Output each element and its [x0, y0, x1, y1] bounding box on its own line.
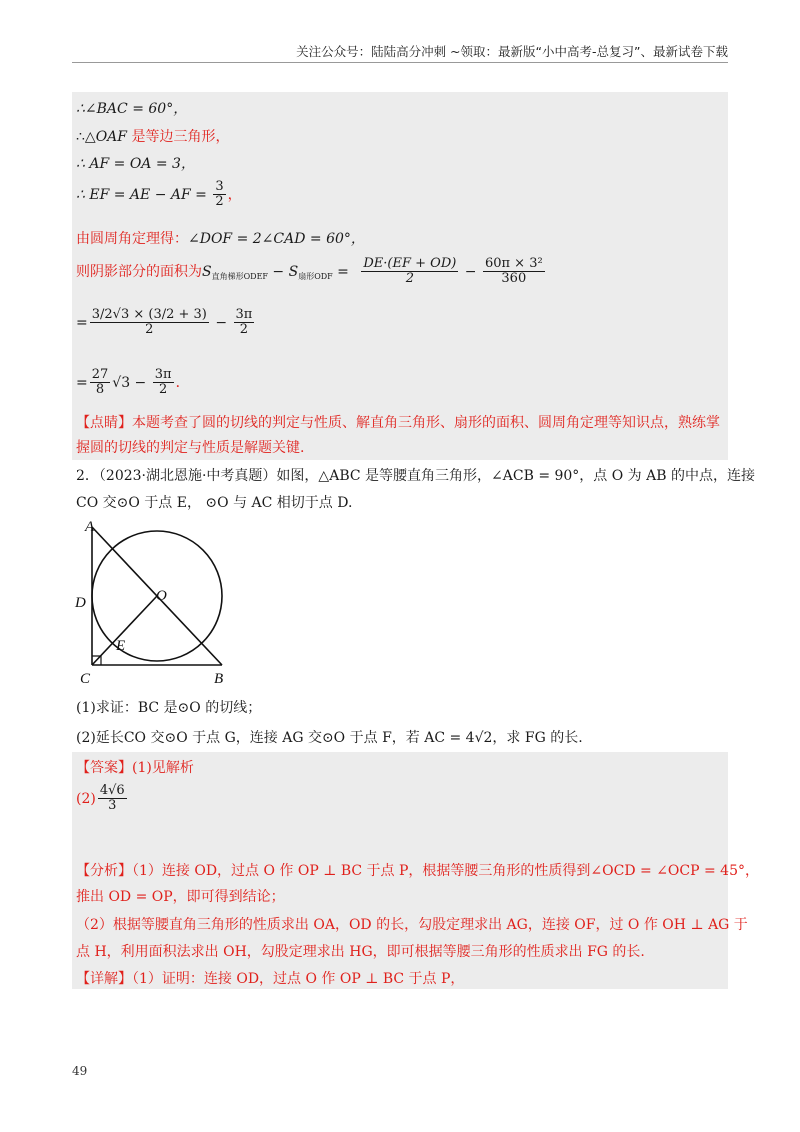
detail-tag: 【详解】: [76, 971, 132, 987]
label-A: A: [85, 519, 95, 535]
comment-line-2: 握圆的切线的判定与性质是解题关键.: [76, 440, 305, 456]
fraction: $\frac{\text{60π × 3²}}{360}$: [484, 256, 543, 287]
solution-line-5: 由圆周角定理得：∠DOF = 2∠CAD = 60°，: [76, 231, 365, 247]
label-D: D: [75, 595, 86, 611]
solution-line-7: = $\frac{3/2√3 \times (3/2 + 3)}{2}$ − $\frac{3\pi}{2}$: [76, 307, 253, 338]
analysis-line-2: 推出 OD = OP，即可得到结论；: [76, 889, 285, 905]
solution-line-2: ∴△OAF 是等边三角形，: [76, 129, 230, 145]
solution-line-1: ∴∠BAC = 60°，: [76, 101, 188, 117]
comment-line-1: 【点睛】本题考查了圆的切线的判定与性质、解直角三角形、扇形的面积、圆周角定理等知识点，熟练掌: [76, 415, 720, 431]
fraction: $\frac{27}{8}$: [91, 367, 109, 398]
answer-tag: 【答案】: [76, 760, 132, 776]
page-number: 49: [72, 1064, 88, 1078]
geometry-figure: [72, 515, 242, 690]
question-2: (2)延长CO 交⊙O 于点 G，连接 AG 交⊙O 于点 F，若 AC = 4√2，求 FG 的长.: [76, 730, 583, 746]
fraction: $\frac{3/2√3 \times (3/2 + 3)}{2}$: [91, 307, 207, 338]
fraction: $\frac{3}{2}$: [215, 179, 224, 210]
solution-line-6: 则阴影部分的面积为$S_{直角梯形ODEF} - S_{扇形ODF}$ = $\frac{DE\cdot(EF + OD)}{2}$ − $\frac{\text{60π × 3²}}{360}$: [76, 256, 543, 287]
label-C: C: [80, 671, 91, 687]
analysis-line-4: 点 H，利用面积法求出 OH，勾股定理求出 HG，即可根据等腰三角形的性质求出 FG 的长.: [76, 944, 645, 960]
analysis-line-3: （2）根据等腰直角三角形的性质求出 OA，OD 的长，勾股定理求出 AG，连接 OF，过 O 作 OH ⊥ AG 于: [76, 917, 748, 933]
header-rule: [72, 62, 728, 63]
label-B: B: [214, 671, 224, 687]
comment-tag: 【点睛】: [76, 415, 132, 431]
solution-line-4: ∴ EF = AE − AF = $\frac{3}{2}$ ，: [76, 179, 242, 210]
detail-line-1: 【详解】（1）证明：连接 OD，过点 O 作 OP ⊥ BC 于点 P，: [76, 971, 465, 987]
problem-2-line-2: CO 交⊙O 于点 E， ⊙O 与 AC 相切于点 D.: [76, 495, 353, 511]
fraction: $\frac{3\pi}{2}$: [235, 307, 253, 338]
fraction: $\frac{3\pi}{2}$: [154, 367, 172, 398]
fraction: $\frac{DE\cdot(EF + OD)}{2}$: [363, 256, 457, 287]
answer-line-1: 【答案】(1)见解析: [76, 760, 194, 776]
page-header: 关注公众号：陆陆高分冲刺 ~领取：最新版“小中高考-总复习”、最新试卷下载: [296, 44, 728, 59]
analysis-tag: 【分析】: [76, 863, 132, 879]
analysis-line-1: 【分析】（1）连接 OD，过点 O 作 OP ⊥ BC 于点 P，根据等腰三角形的性质得到∠OCD = ∠OCP = 45°，: [76, 863, 759, 879]
question-1: (1)求证：BC 是⊙O 的切线；: [76, 700, 262, 716]
fraction: $\frac{4√6}{3}$: [99, 783, 125, 814]
problem-2-line-1: 2．（2023·湖北恩施·中考真题）如图，△ABC 是等腰直角三角形，∠ACB = 90°，点 O 为 AB 的中点，连接: [76, 468, 755, 484]
label-E: E: [116, 638, 126, 654]
solution-line-8: = $\frac{27}{8}$ √3 − $\frac{3\pi}{2}$ ．: [76, 367, 190, 398]
solution-line-3: ∴ AF = OA = 3，: [76, 156, 195, 172]
label-O: O: [156, 588, 167, 604]
answer-line-2: (2) $\frac{4√6}{3}$: [76, 783, 125, 814]
